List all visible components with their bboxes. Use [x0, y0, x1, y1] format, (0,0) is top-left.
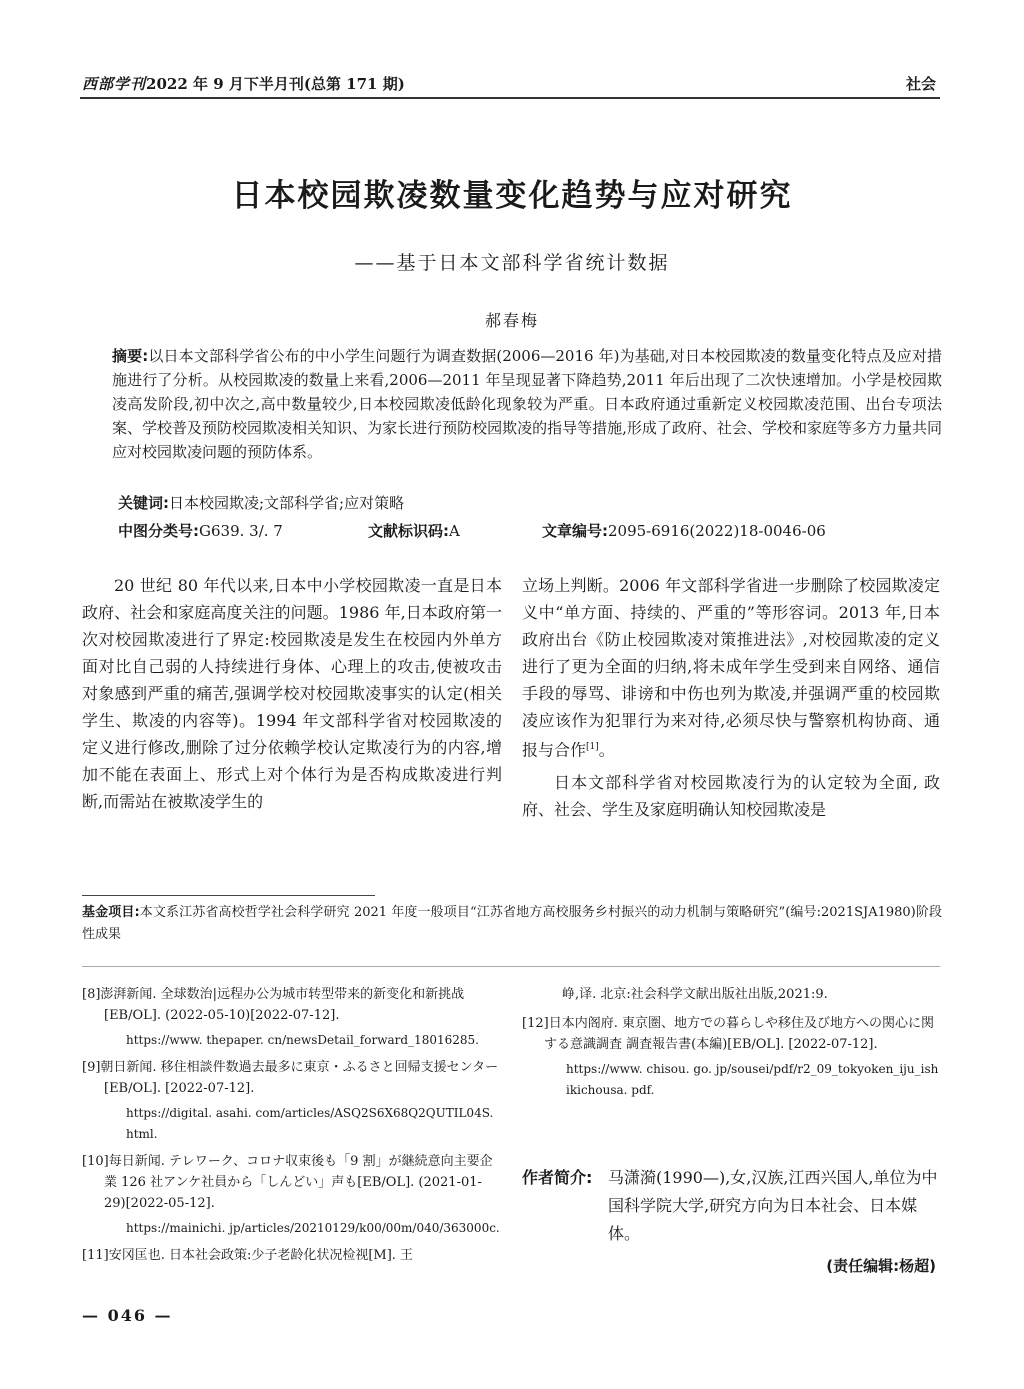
references-right: [522, 984, 940, 1107]
running-header-journal: [82, 73, 405, 94]
article-subtitle: ——基于日本文部科学省统计数据: [354, 252, 670, 274]
citation-marker: [1]: [586, 742, 599, 752]
article-number-label: 文章编号:: [542, 522, 608, 540]
reference-text: 日本内阁府. 東京圏、地方での暮らしや移住及び地方への関心に関する意識調査 調査報告書(本編)[EB/OL]. [2022-07-12].: [544, 1016, 934, 1052]
section-label: 社会: [905, 75, 936, 93]
header-rule: [80, 97, 940, 99]
doc-code-value: A: [449, 522, 460, 540]
article-number: [542, 520, 826, 541]
reference-item: [82, 984, 502, 1051]
reference-text: 朝日新闻. 移住相談件数過去最多に東京・ふるさと回帰支援センター[EB/OL]. [2022-07-12].: [100, 1060, 499, 1096]
fund-text: 本文系江苏省高校哲学社会科学研究 2021 年度一般项目“江苏省地方高校服务乡村振兴的动力机制与策略研究”(编号:2021SJA1980)阶段性成果: [82, 905, 942, 942]
doc-code-label: 文献标识码:: [368, 522, 449, 540]
reference-number: [8]: [82, 987, 101, 1002]
abstract-text: 以日本文部科学省公布的中小学生问题行为调查数据(2006—2016 年)为基础,对日本校园欺凌的数量变化特点及应对措施进行了分析。从校园欺凌的数量上来看,2006—2011 年呈现显著下降趋势,2011 年后出现了二次快速增加。小学是校园欺凌高发阶段,初中次之,高中数量较少,日本校园欺凌低龄化现象较为严重。日本政府通过重新定义校园欺凌范围、出台专项法案、学校普及预防校园欺凌相关知识、为家长进行预防校园欺凌的指导等措施,形成了政府、社会、学校和家庭等多方力量共同应对校园欺凌问题的预防体系。: [112, 347, 943, 461]
bio-text: 马潇漪(1990—),女,汉族,江西兴国人,单位为中国科学院大学,研究方向为日本社会、日本媒体。: [608, 1168, 938, 1243]
reference-text: 安冈匡也. 日本社会政策:少子老龄化状况检视[M]. 王: [108, 1248, 414, 1263]
reference-item: [82, 1151, 502, 1239]
reference-item: [82, 1245, 502, 1266]
body-column-right: [522, 572, 940, 823]
reference-number: [12]: [522, 1016, 549, 1031]
fund-note: [82, 902, 942, 946]
body-paragraph: 日本文部科学省对校园欺凌行为的认定较为全面, 政府、社会、学生及家庭明确认知校园欺凌是: [522, 773, 940, 820]
body-text: 立场上判断。2006 年文部科学省进一步删除了校园欺凌定义中“单方面、持续的、严重的”等形容词。2013 年,日本政府出台《防止校园欺凌对策推进法》,对校园欺凌的定义进行了更为全面的归纳,将未成年学生受到来自网络、通信手段的辱骂、诽谤和中伤也列为欺凌,并强调严重的校园欺凌应该作为犯罪行为来对待,必须尽快与警察机构协商、通报与合作: [522, 576, 940, 760]
references-rule: [82, 966, 940, 967]
reference-number: [11]: [82, 1248, 109, 1263]
keywords: [118, 491, 404, 515]
page-number: — 046 —: [82, 1306, 173, 1325]
footnote-rule: [82, 895, 375, 896]
clc-label: 中图分类号:: [118, 522, 199, 540]
reference-url[interactable]: https://www. chisou. go. jp/sousei/pdf/r2_09_tokyoken_iju_ishikichousa. pdf.: [566, 1062, 939, 1097]
reference-url[interactable]: https://www. thepaper. cn/newsDetail_forward_18016285.: [126, 1033, 479, 1047]
body-paragraph: [522, 572, 940, 763]
keywords-text: 日本校园欺凌;文部科学省;应对策略: [169, 494, 405, 512]
bio-label: 作者简介:: [522, 1168, 593, 1187]
reference-url[interactable]: https://digital. asahi. com/articles/ASQ2S6X68Q2QUTIL04S. html.: [126, 1106, 494, 1141]
reference-item: [522, 1013, 940, 1101]
clc-value: G639. 3/. 7: [199, 522, 283, 540]
keywords-label: 关键词:: [118, 494, 169, 512]
reference-number: [9]: [82, 1060, 101, 1075]
body-paragraph: 20 世纪 80 年代以来,日本中小学校园欺凌一直是日本政府、社会和家庭高度关注的问题。1986 年,日本政府第一次对校园欺凌进行了界定:校园欺凌是发生在校园内外单方面对比自己弱的人持续进行身体、心理上的攻击,使被攻击对象感到严重的痛苦,强调学校对校园欺凌事实的认定(相关学生、欺凌的内容等)。1994 年文部科学省对校园欺凌的定义进行修改,删除了过分依赖学校认定欺凌行为的内容,增加不能在表面上、形式上对个体行为是否构成欺凌进行判断,而需站在被欺凌学生的: [82, 576, 502, 811]
reference-text: 每日新闻. テレワーク、コロナ収束後も「9 割」が継続意向主要企業 126 社アンケ社員から「しんどい」声も[EB/OL]. (2021-01-29)[2022-05-12].: [104, 1154, 493, 1211]
clc-number: [118, 520, 283, 541]
author-bio: [522, 1164, 940, 1248]
reference-continuation: 峥,译. 北京:社会科学文献出版社出版,2021:9.: [562, 987, 828, 1002]
author-name: 郝春梅: [484, 311, 539, 330]
article-title: 日本校园欺凌数量变化趋势与应对研究: [231, 178, 793, 214]
journal-logo: 西部学刊: [82, 75, 147, 93]
responsible-editor: (责任编辑:杨超): [826, 1257, 936, 1275]
document-code: [368, 520, 460, 541]
reference-item: [82, 1057, 502, 1145]
reference-text: 澎湃新闻. 全球数治|远程办公为城市转型带来的新变化和新挑战[EB/OL]. (2022-05-10)[2022-07-12].: [100, 987, 465, 1023]
body-text-end: 。: [598, 740, 615, 760]
fund-label: 基金项目:: [82, 905, 140, 920]
reference-url[interactable]: https://mainichi. jp/articles/20210129/k00/00m/040/363000c.: [126, 1221, 500, 1235]
issue-info: 2022 年 9 月下半月刊(总第 171 期): [146, 75, 405, 93]
body-column-left: [82, 572, 502, 815]
abstract: [112, 344, 942, 464]
references-left: [82, 984, 502, 1272]
abstract-label: 摘要:: [112, 347, 149, 365]
reference-number: [10]: [82, 1154, 109, 1169]
article-number-value: 2095-6916(2022)18-0046-06: [608, 522, 826, 540]
